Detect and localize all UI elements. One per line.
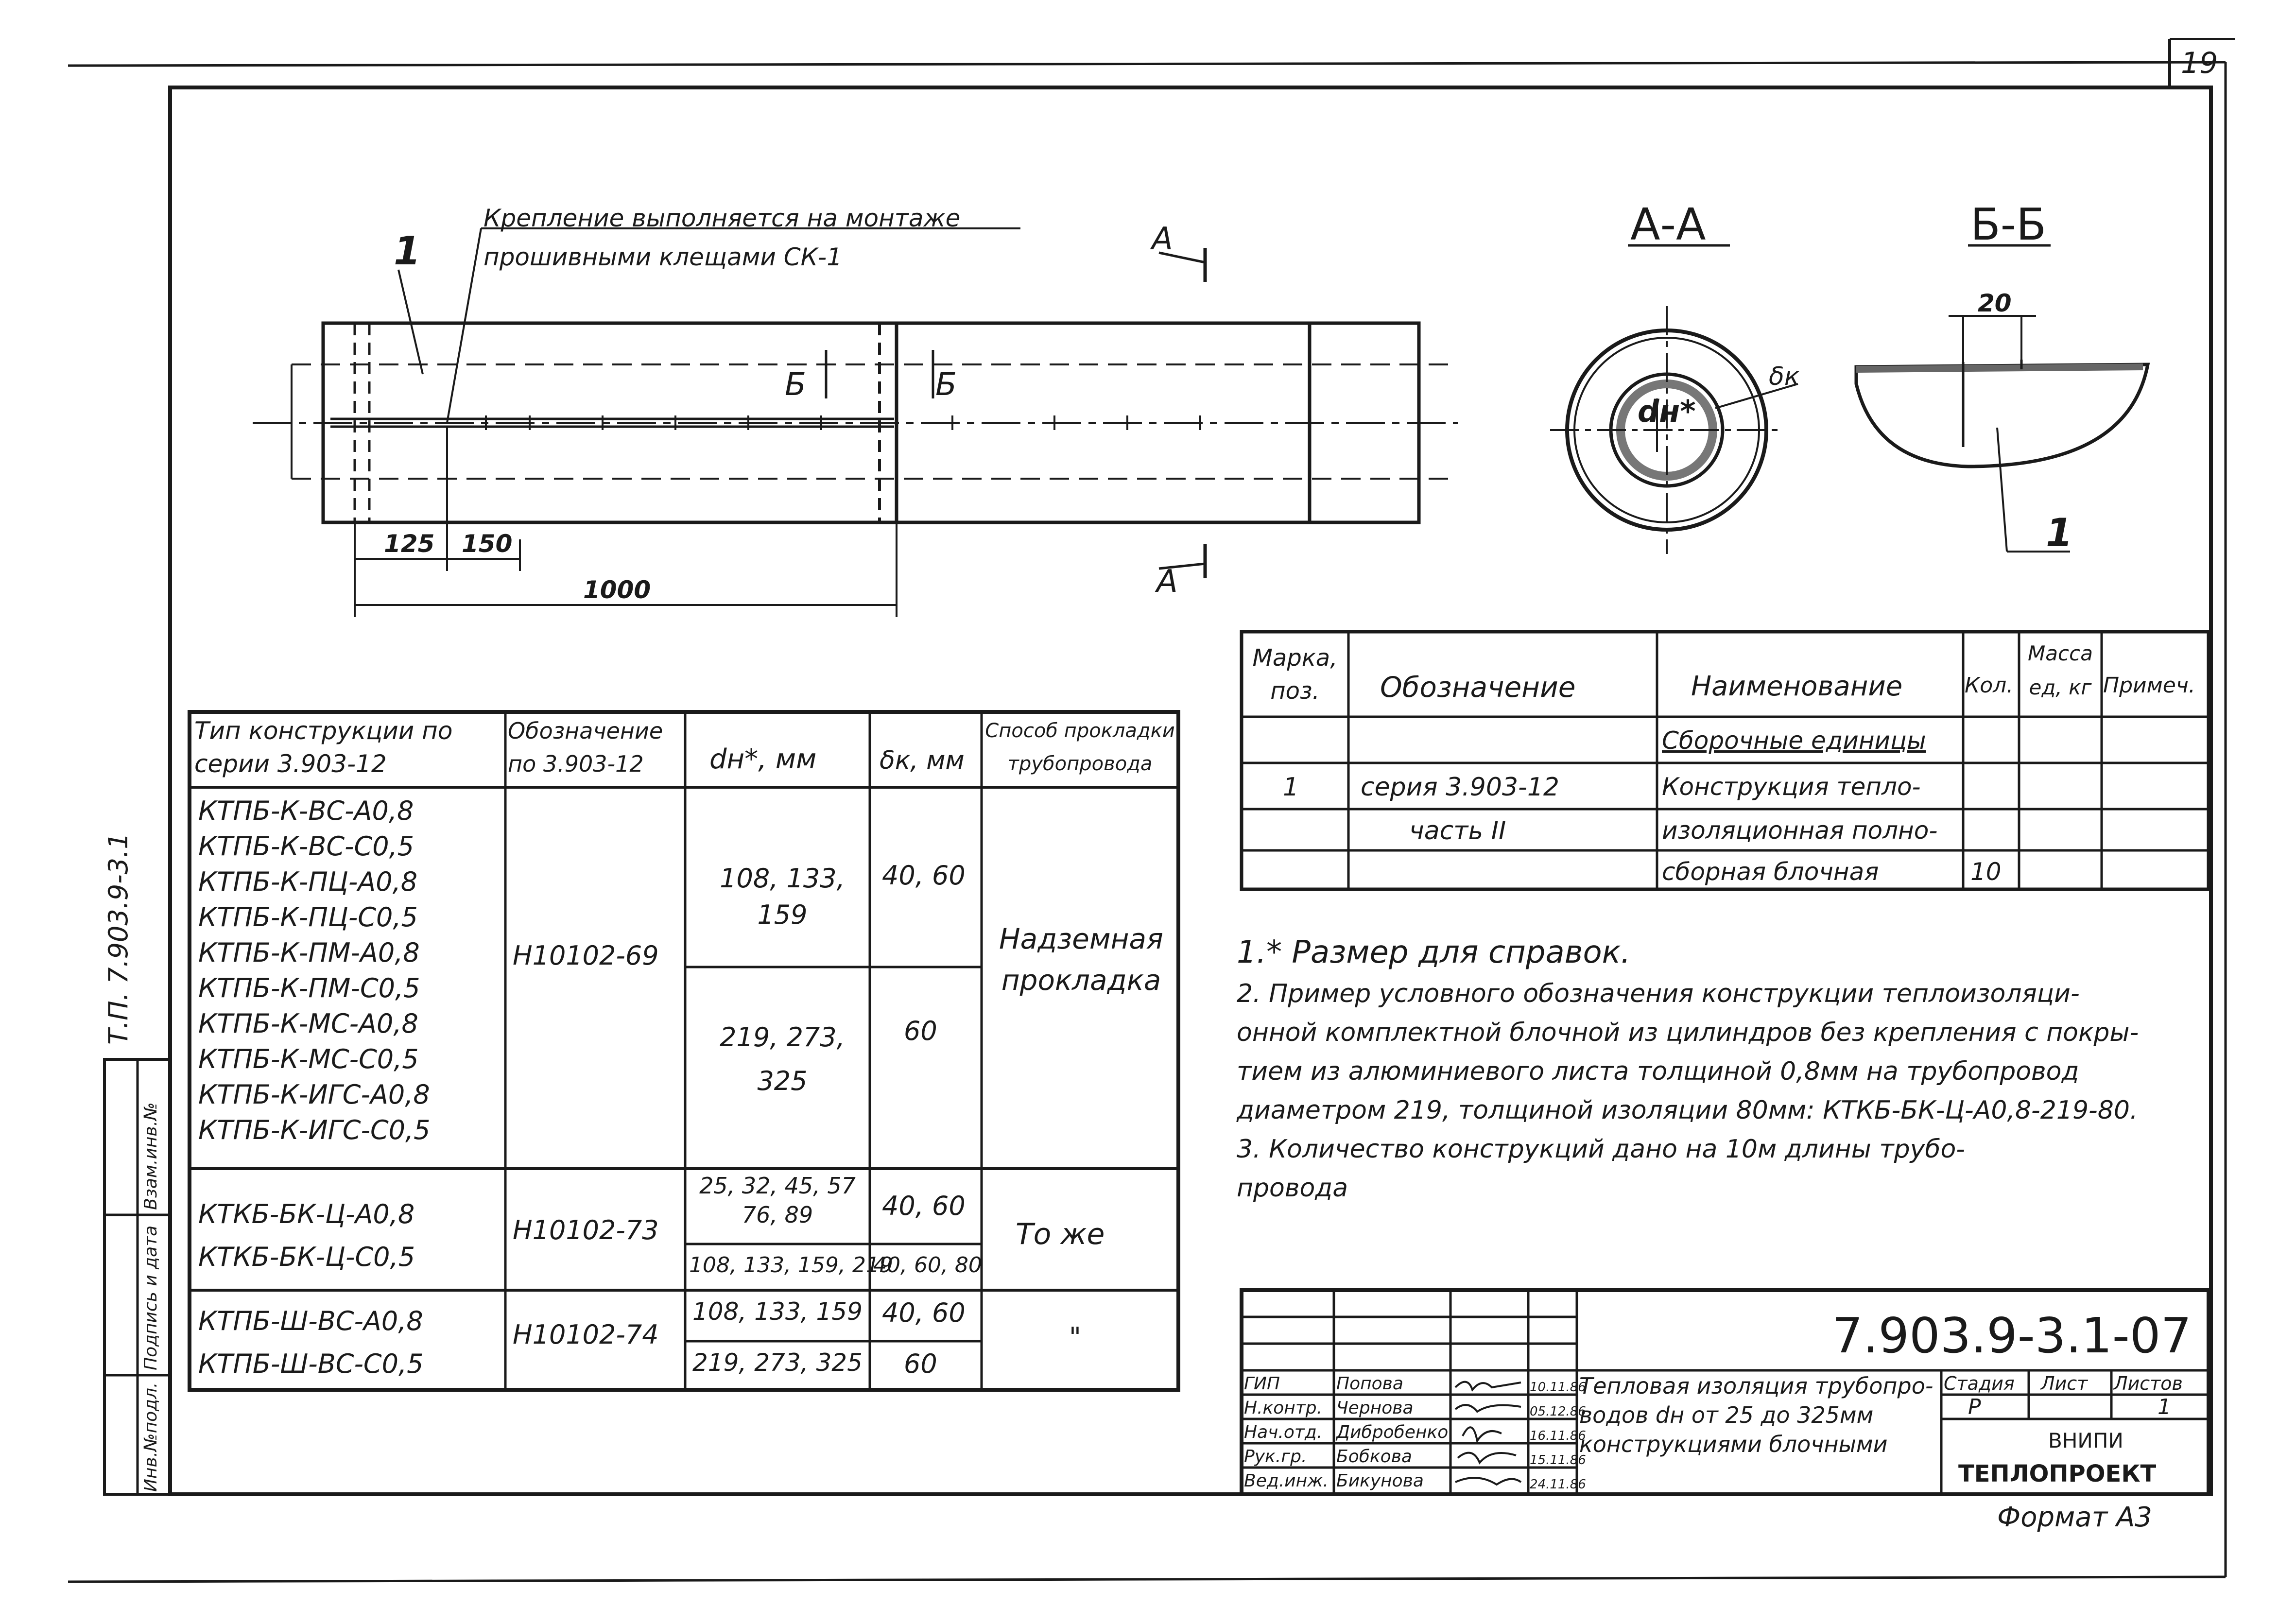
- title-line-3: конструкциями блочными: [1579, 1431, 1888, 1457]
- side-label-inventory: Инв.№подл.: [141, 1382, 161, 1492]
- stage-label: Стадия: [1944, 1373, 2015, 1394]
- type-row: КТПБ-К-МС-А0,8: [198, 1008, 418, 1039]
- type-row: КТКБ-БК-Ц-А0,8: [198, 1199, 415, 1229]
- type-row: КТКБ-БК-Ц-С0,5: [198, 1242, 415, 1272]
- signatures: [1453, 1373, 1526, 1494]
- section-a-bottom: А: [1157, 564, 1178, 600]
- group2-dk-a: 40, 60: [882, 1191, 966, 1221]
- type-row: КТПБ-К-МС-С0,5: [198, 1044, 419, 1074]
- group1-dn-b: 219, 273, 325: [720, 1022, 845, 1096]
- group1-dk-b: 60: [904, 1016, 937, 1046]
- type-row: КТПБ-К-ИГС-С0,5: [198, 1115, 431, 1145]
- spec-row-designation-2: часть II: [1409, 816, 1506, 846]
- spec-row-name-3: сборная блочная: [1662, 858, 1879, 886]
- view-bb-title: Б-Б: [1970, 199, 2046, 250]
- section-b-left: Б: [785, 367, 806, 403]
- date-cell: 16.11.86: [1530, 1429, 1586, 1443]
- spec-group-title: Сборочные единицы: [1662, 726, 1926, 755]
- type-row: КТПБ-К-ИГС-А0,8: [198, 1079, 430, 1110]
- format-label: Формат А3: [1997, 1502, 2152, 1533]
- types-header-designation: Обозначение по 3.903-12: [508, 718, 663, 777]
- group3-designation: Н10102-74: [513, 1319, 659, 1350]
- spec-header-mass: Масса ед, кг: [2028, 641, 2093, 699]
- type-row: КТПБ-К-ВС-А0,8: [198, 795, 414, 826]
- group2-designation: Н10102-73: [513, 1215, 659, 1245]
- note-2: 2. Пример условного обозначения конструкции теплоизоляци-: [1237, 979, 2080, 1008]
- dimension-150: 150: [462, 530, 513, 558]
- group3-dn-b: 219, 273, 325: [692, 1348, 863, 1377]
- types-header-dn: dн*, мм: [709, 743, 817, 775]
- types-header-method: Способ прокладки трубопровода: [985, 720, 1175, 775]
- date-cell: 10.11.86: [1530, 1380, 1586, 1395]
- spec-row-name-2: изоляционная полно-: [1662, 816, 1938, 845]
- type-row: КТПБ-К-ПМ-А0,8: [198, 937, 420, 968]
- group2-dn-a: 25, 32, 45, 57 76, 89: [699, 1173, 856, 1228]
- role-cell: ГИП: [1244, 1374, 1280, 1394]
- spec-row-pos: 1: [1283, 773, 1299, 802]
- section-a-top: А: [1152, 221, 1173, 257]
- name-cell: Попова: [1336, 1374, 1403, 1394]
- spec-header-qty: Кол.: [1965, 673, 2014, 698]
- sheets-label: Листов: [2114, 1373, 2183, 1394]
- date-cell: 05.12.86: [1530, 1404, 1586, 1419]
- note-1: 1.* Размер для справок.: [1237, 934, 1631, 970]
- dn-label: dн*: [1638, 394, 1696, 429]
- name-cell: Дибробенко: [1336, 1422, 1449, 1442]
- item-label-1-section: 1: [2046, 510, 2073, 555]
- spec-row-designation-1: серия 3.903-12: [1361, 773, 1559, 802]
- spec-header-name: Наименование: [1691, 671, 1903, 702]
- group3-dn-a: 108, 133, 159: [692, 1297, 863, 1326]
- sheet-label: Лист: [2041, 1373, 2088, 1394]
- side-label-replace: Взам.инв.№: [141, 1102, 161, 1210]
- spec-header-designation: Обозначение: [1380, 671, 1576, 704]
- dimension-125: 125: [384, 530, 435, 558]
- spec-row-qty: 10: [1970, 858, 2002, 886]
- date-cell: 15.11.86: [1530, 1453, 1586, 1468]
- dimension-20: 20: [1978, 289, 2012, 317]
- types-header-dk: δк, мм: [880, 746, 965, 775]
- document-code: 7.903.9-3.1-07: [1832, 1307, 2192, 1364]
- fastening-note-line2: прошивными клещами СК-1: [483, 243, 843, 271]
- note-2-line2: онной комплектной блочной из цилиндров без крепления с покры-: [1237, 1018, 2139, 1047]
- group2-method: То же: [1016, 1217, 1105, 1251]
- organization-line-2: ТЕПЛОПРОЕКТ: [1958, 1460, 2157, 1487]
- spec-header-mark: Марка, поз.: [1252, 644, 1338, 705]
- group2-dk-b: 40, 60, 80: [873, 1253, 982, 1278]
- sheet-number: 19: [2181, 46, 2218, 80]
- group2-dn-b: 108, 133, 159, 219: [689, 1253, 893, 1278]
- stage-value: Р: [1968, 1395, 1981, 1419]
- title-line-1: Тепловая изоляция трубопро-: [1579, 1373, 1933, 1399]
- role-cell: Вед.инж.: [1244, 1471, 1329, 1491]
- group1-dk-a: 40, 60: [882, 860, 966, 891]
- role-cell: Рук.гр.: [1244, 1447, 1307, 1467]
- role-cell: Н.контр.: [1244, 1398, 1323, 1418]
- group3-dk-b: 60: [904, 1348, 937, 1379]
- types-header-type: Тип конструкции по серии 3.903-12: [194, 717, 453, 778]
- title-block-names: [1336, 1372, 1448, 1493]
- note-2-line4: диаметром 219, толщиной изоляции 80мм: КТКБ-БК-Ц-А0,8-219-80.: [1237, 1096, 2138, 1125]
- group1-method: Надземная прокладка: [999, 922, 1163, 997]
- name-cell: Бикунова: [1336, 1471, 1424, 1491]
- sheets-value: 1: [2158, 1395, 2171, 1419]
- type-row: КТПБ-К-ПЦ-С0,5: [198, 902, 418, 933]
- group1-designation: Н10102-69: [513, 940, 659, 971]
- note-2-line3: тием из алюминиевого листа толщиной 0,8мм на трубопровод: [1237, 1057, 2079, 1086]
- name-cell: Чернова: [1336, 1398, 1414, 1418]
- name-cell: Бобкова: [1336, 1447, 1412, 1467]
- type-row: КТПБ-К-ВС-С0,5: [198, 831, 414, 862]
- note-3: 3. Количество конструкций дано на 10м длины трубо-: [1237, 1135, 1966, 1164]
- note-3-line2: провода: [1237, 1174, 1348, 1203]
- item-label-1: 1: [394, 228, 421, 274]
- side-stamp: Т.П. 7.903.9-3.1: [103, 832, 134, 1045]
- organization-line-1: ВНИПИ: [2048, 1429, 2123, 1452]
- side-label-signature: Подпись и дата: [141, 1225, 161, 1370]
- group3-dk-a: 40, 60: [882, 1297, 966, 1328]
- view-aa-title: А-А: [1630, 199, 1706, 250]
- spec-header-remark: Примеч.: [2103, 673, 2195, 698]
- section-b-right: Б: [935, 367, 957, 403]
- date-cell: 24.11.86: [1530, 1477, 1586, 1492]
- fastening-note-line1: Крепление выполняется на монтаже: [483, 204, 961, 232]
- type-row: КТПБ-Ш-ВС-А0,8: [198, 1306, 423, 1336]
- spec-row-name-1: Конструкция тепло-: [1662, 773, 1921, 801]
- dimension-1000: 1000: [583, 576, 651, 604]
- type-row: КТПБ-К-ПМ-С0,5: [198, 973, 420, 1003]
- title-block-dates: [1530, 1375, 1586, 1497]
- group1-dn-a: 108, 133, 159: [720, 863, 845, 930]
- title-block-roles: [1244, 1372, 1329, 1493]
- title-line-2: водов dн от 25 до 325мм: [1579, 1402, 1874, 1428]
- type-row: КТПБ-Ш-ВС-С0,5: [198, 1348, 424, 1379]
- dk-label: δк: [1769, 362, 1800, 391]
- type-row: КТПБ-К-ПЦ-А0,8: [198, 866, 418, 897]
- role-cell: Нач.отд.: [1244, 1422, 1323, 1442]
- group3-method: ": [1069, 1322, 1081, 1352]
